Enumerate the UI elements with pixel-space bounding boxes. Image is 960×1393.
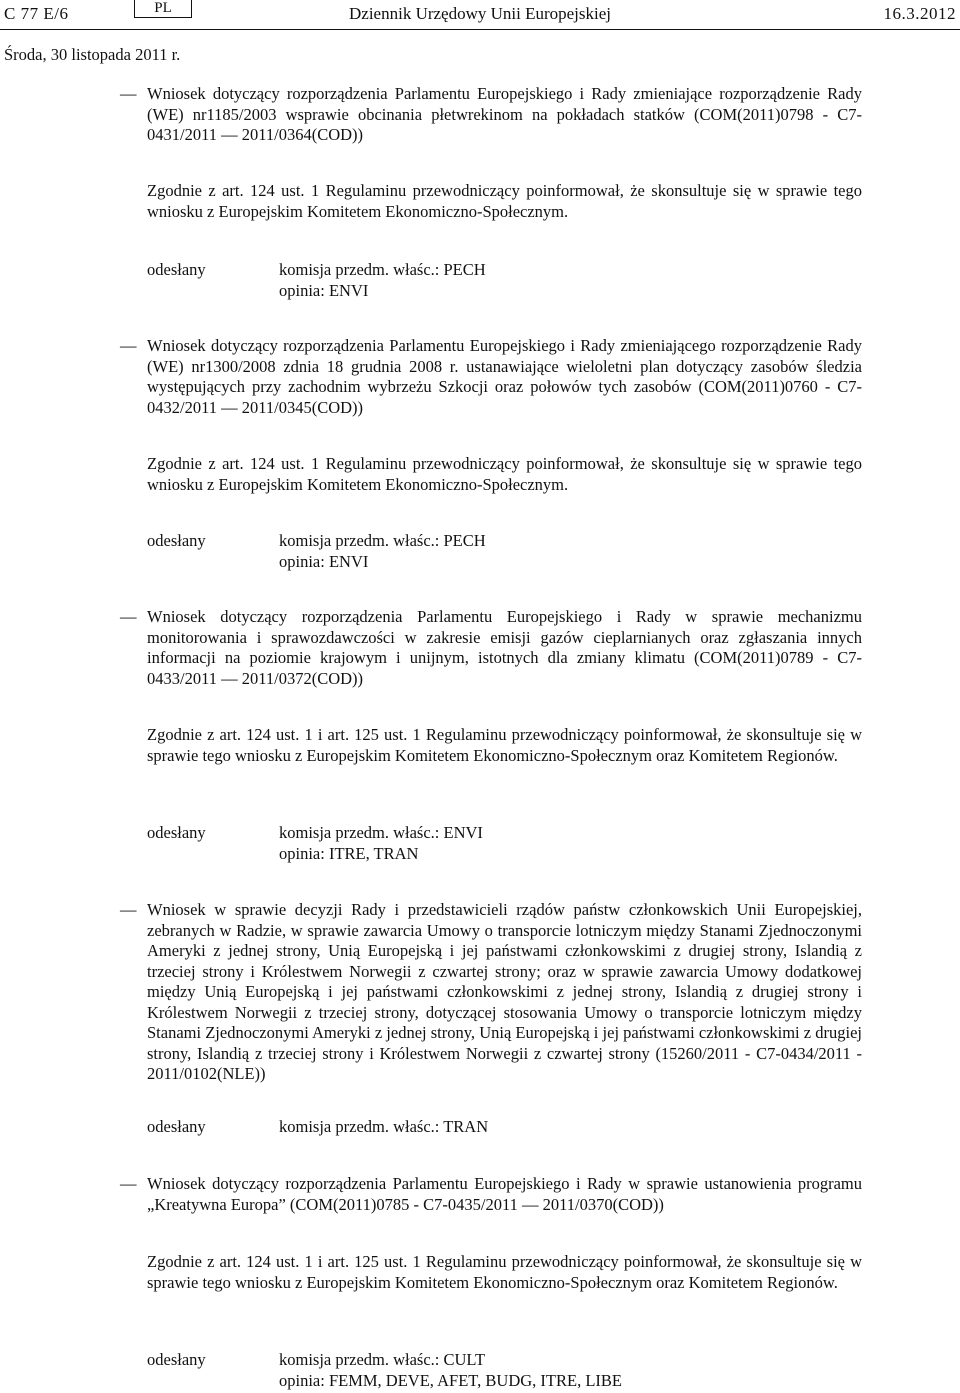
proposal-item [120, 336, 862, 418]
opinion-committees: opinia: ENVI [279, 280, 369, 300]
lead-committee: komisja przedm. właśc.: PECH [279, 531, 486, 550]
lead-committee: komisja przedm. właśc.: ENVI [279, 823, 483, 842]
referral-label: odesłany [147, 1350, 206, 1369]
consultation-note: Zgodnie z art. 124 ust. 1 i art. 125 ust. 1 Regulaminu przewodniczący poinformował, że skonsultuje się w sprawie tego wniosku z Europejskim Komitetem Ekonomiczno-Społecznym oraz Komitetem Regionów. [147, 1252, 862, 1292]
sitting-date: Środa, 30 listopada 2011 r. [4, 45, 181, 64]
dash-marker: — [120, 607, 137, 626]
page-header [0, 0, 960, 30]
proposal-text: Wniosek dotyczący rozporządzenia Parlamentu Europejskiego i Rady w sprawie mechanizmu monitorowania i sprawozdawczości w zakresie emisji gazów cieplarnianych oraz zgłaszania innych informacji na poziomie krajowym i unijnym, istotnych dla zmiany klimatu (COM(2011)0789 - C7-0433/2011 — 2011/0372(COD)) [147, 607, 862, 688]
proposal-text: Wniosek w sprawie decyzji Rady i przedstawicieli rządów państw członkowskich Unii Europejskiej, zebranych w Radzie, w sprawie zawarcia Umowy o transporcie lotniczym między Stanami Zjednoczonymi Ameryki z jednej strony, Unią Europejską i jej państwami członkowskimi z drugiej strony, Islandią z trzeciej strony i Królestwem Norwegii z czwartej strony; oraz w sprawie zawarcia Umowy dodatkowej między Unią Europejską i jej państwami członkowskimi z jednej strony, Islandią z drugiej strony i Królestwem Norwegii z trzeciej strony, dotyczącej stosowania Umowy o transporcie lotniczym między Stanami Zjednoczonymi Ameryki z jednej strony, Unią Europejską i jej państwami członkowskimi z drugiej strony, Islandią z trzeciej strony i Królestwem Norwegii z czwartej strony (15260/2011 - C7-0434/2011 - 2011/0102(NLE)) [147, 900, 862, 1083]
dash-marker: — [120, 900, 137, 919]
proposal-text: Wniosek dotyczący rozporządzenia Parlamentu Europejskiego i Rady w sprawie ustanowienia programu „Kreatywna Europa” (COM(2011)0785 - C7-0435/2011 — 2011/0370(COD)) [147, 1174, 862, 1214]
lead-committee: komisja przedm. właśc.: PECH [279, 260, 486, 279]
dash-marker: — [120, 336, 137, 355]
proposal-item [120, 84, 862, 146]
proposal-item [120, 900, 862, 1085]
referral-block [147, 531, 862, 572]
language-badge: PL [134, 0, 192, 18]
referral-label: odesłany [147, 260, 206, 279]
proposal-text: Wniosek dotyczący rozporządzenia Parlamentu Europejskiego i Rady zmieniające rozporządzenie Rady (WE) nr1185/2003 wsprawie obcinania płetwrekinom na pokładach statków (COM(2011)0798 - C7-0431/2011 — 2011/0364(COD)) [147, 84, 862, 144]
proposal-item [120, 607, 862, 689]
opinion-committees: opinia: ITRE, TRAN [279, 843, 419, 863]
referral-block [147, 1117, 862, 1138]
lead-committee: komisja przedm. właśc.: CULT [279, 1350, 486, 1369]
lead-committee: komisja przedm. właśc.: TRAN [279, 1117, 489, 1136]
consultation-note: Zgodnie z art. 124 ust. 1 Regulaminu przewodniczący poinformował, że skonsultuje się w sprawie tego wniosku z Europejskim Komitetem Ekonomiczno-Społecznym. [147, 454, 862, 494]
proposal-item [120, 1174, 862, 1215]
referral-block [147, 260, 862, 301]
referral-block [147, 823, 862, 864]
referral-label: odesłany [147, 531, 206, 550]
referral-label: odesłany [147, 823, 206, 842]
header-divider [0, 29, 960, 30]
dash-marker: — [120, 1174, 137, 1193]
proposal-text: Wniosek dotyczący rozporządzenia Parlamentu Europejskiego i Rady zmieniającego rozporządzenie Rady (WE) nr1300/2008 zdnia 18 grudnia 2008 r. ustanawiające wieloletni plan dotyczący zasobów śledzia występujących przy zachodnim wybrzeżu Szkocji oraz połowów tych zasobów (COM(2011)0760 - C7-0432/2011 — 2011/0345(COD)) [147, 336, 862, 417]
oj-reference: C 77 E/6 [4, 4, 69, 23]
opinion-committees: opinia: ENVI [279, 551, 369, 571]
dash-marker: — [120, 84, 137, 103]
consultation-note: Zgodnie z art. 124 ust. 1 i art. 125 ust. 1 Regulaminu przewodniczący poinformował, że skonsultuje się w sprawie tego wniosku z Europejskim Komitetem Ekonomiczno-Społecznym oraz Komitetem Regionów. [147, 725, 862, 765]
referral-block [147, 1350, 862, 1391]
referral-label: odesłany [147, 1117, 206, 1136]
opinion-committees: opinia: FEMM, DEVE, AFET, BUDG, ITRE, LIBE [279, 1370, 622, 1390]
publication-date: 16.3.2012 [883, 4, 956, 23]
journal-title: Dziennik Urzędowy Unii Europejskiej [349, 4, 612, 23]
consultation-note: Zgodnie z art. 124 ust. 1 Regulaminu przewodniczący poinformował, że skonsultuje się w sprawie tego wniosku z Europejskim Komitetem Ekonomiczno-Społecznym. [147, 181, 862, 221]
